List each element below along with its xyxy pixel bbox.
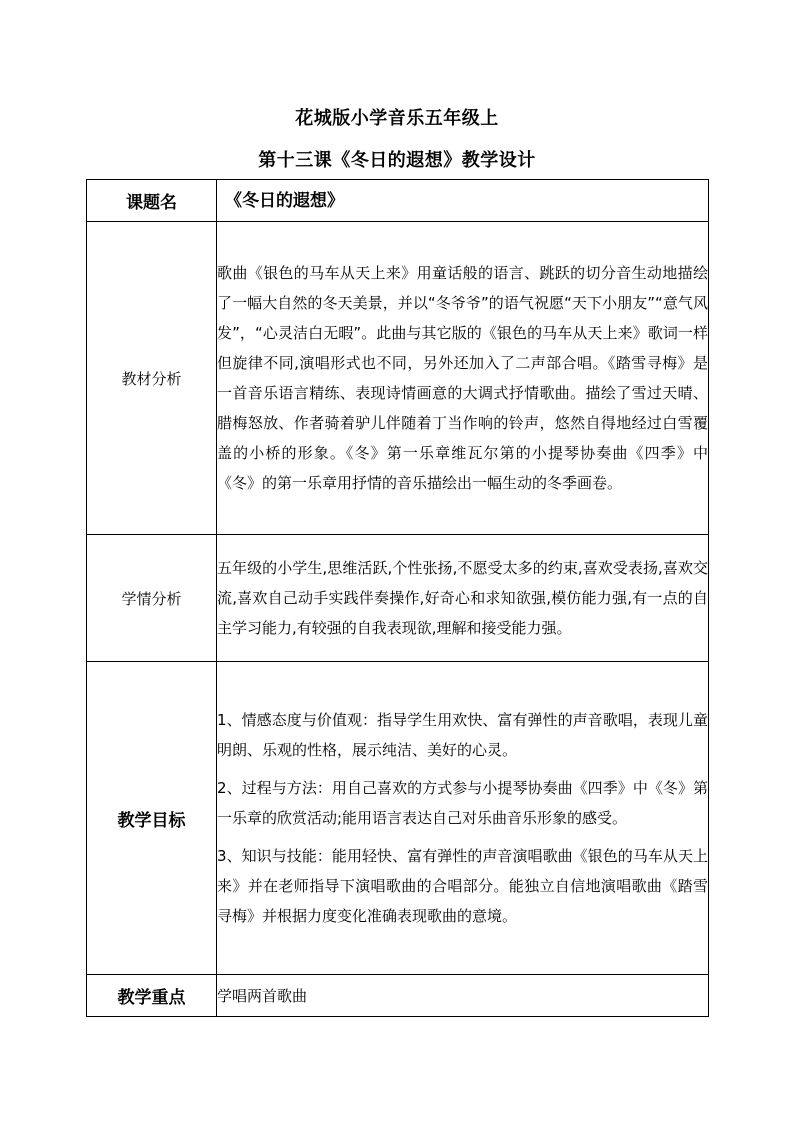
- teaching-focus-value: 学唱两首歌曲: [217, 975, 709, 1017]
- material-analysis-label: 教材分析: [87, 222, 217, 535]
- student-analysis-text: 五年级的小学生,思维活跃,个性张扬,不愿受太多的约束,喜欢受表扬,喜欢交流,喜欢自己动手实践伴奏操作,好奇心和求知欲强,模仿能力强,有一点的自主学习能力,有较强的自我表现欲,理解和接受能力强。: [217, 535, 709, 662]
- table-row-material-analysis: [87, 222, 709, 535]
- teaching-focus-label: 教学重点: [87, 975, 217, 1017]
- student-analysis-label: 学情分析: [87, 535, 217, 662]
- teaching-goals-content: [217, 662, 709, 975]
- document-title: 花城版小学音乐五年级上: [295, 108, 499, 129]
- table-row-student-analysis: [87, 535, 709, 662]
- teaching-goal-item: 3、知识与技能：能用轻快、富有弹性的声音演唱歌曲《银色的马车从天上来》并在老师指导下演唱歌曲的合唱部分。能独立自信地演唱歌曲《踏雪寻梅》并根据力度变化准确表现歌曲的意境。: [217, 847, 708, 925]
- topic-label: 课题名: [87, 180, 217, 222]
- material-analysis-text: 歌曲《银色的马车从天上来》用童话般的语言、跳跃的切分音生动地描绘了一幅大自然的冬天美景，并以“冬爷爷”的语气祝愿“天下小朋友”“意气风发”，“心灵洁白无暇”。此曲与其它版的《银色的马车从天上来》歌词一样但旋律不同,演唱形式也不同，另外还加入了二声部合唱。《踏雪寻梅》是一首音乐语言精练、表现诗情画意的大调式抒情歌曲。描绘了雪过天晴、腊梅怒放、作者骑着驴儿伴随着丁当作响的铃声，悠然自得地经过白雪覆盖的小桥的形象。《冬》第一乐章维瓦尔第的小提琴协奏曲《四季》中《冬》的第一乐章用抒情的音乐描绘出一幅生动的冬季画卷。: [217, 222, 709, 535]
- document-subtitle: 第十三课《冬日的遐想》教学设计: [258, 150, 536, 171]
- teaching-goal-item: 2、过程与方法：用自己喜欢的方式参与小提琴协奏曲《四季》中《冬》第一乐章的欣赏活动;能用语言表达自己对乐曲音乐形象的感受。: [217, 779, 708, 827]
- table-row-topic: [87, 180, 709, 222]
- table-row-teaching-focus: [87, 975, 709, 1017]
- lesson-plan-table: [86, 179, 709, 1017]
- topic-value: 《冬日的遐想》: [217, 180, 709, 222]
- table-row-teaching-goals: [87, 662, 709, 975]
- teaching-goal-item: 1、情感态度与价值观：指导学生用欢快、富有弹性的声音歌唱，表现儿童明朗、乐观的性格，展示纯洁、美好的心灵。: [217, 711, 708, 759]
- teaching-goals-label: 教学目标: [87, 662, 217, 975]
